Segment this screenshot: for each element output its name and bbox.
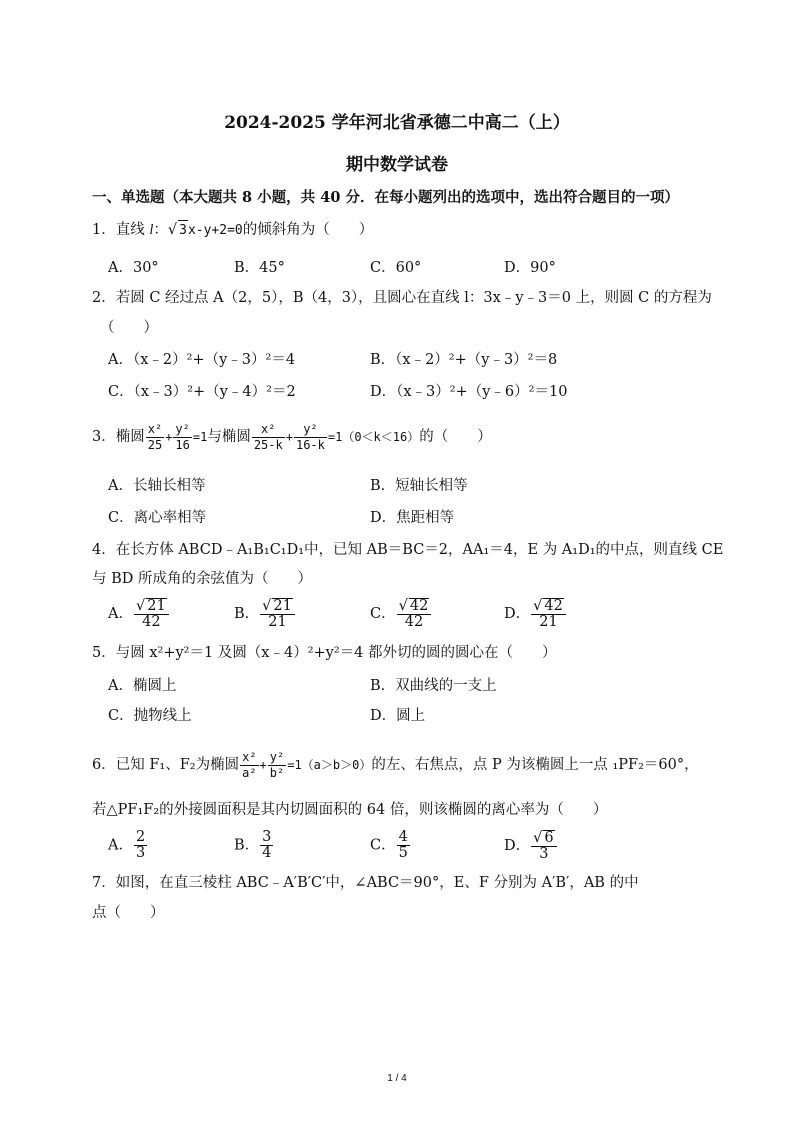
q3-option-b: B．短轴长相等 xyxy=(370,478,468,494)
q6-option-b: B． $\frac{3}{4}$ xyxy=(234,829,272,861)
question-6-line-1: 6．已知 F₁、F₂为椭圆 $\frac{\text{x²}}{\text{a²}}$ + $\frac{\text{y²}}{\text{b²}}$ =1（a＞b＞0）的左、右焦点，点 P 为该椭圆上一点 ₁PF₂＝60°， xyxy=(92,749,699,780)
question-1: 1．直线 l：√ 3x-y+2=0的倾斜角为（ ） xyxy=(92,220,373,241)
q5-option-b: B．双曲线的一支上 xyxy=(370,678,497,694)
q2-option-a: A．（x﹣2）²+（y﹣3）²＝4 xyxy=(108,352,296,368)
question-6-line-2: 若△PF₁F₂的外接圆面积是其内切圆面积的 64 倍，则该椭圆的离心率为（ ） xyxy=(92,802,608,818)
page-number: 1 / 4 xyxy=(387,1073,407,1084)
q4-option-d: D． $\frac{√ 42}{21}$ xyxy=(504,598,567,630)
q5-option-d: D．圆上 xyxy=(370,708,426,724)
question-4-line-2: 与 BD 所成角的余弦值为（ ） xyxy=(92,571,312,587)
q3-option-a: A．长轴长相等 xyxy=(108,478,206,494)
question-7-line-1: 7．如图，在直三棱柱 ABC﹣A′B′C′中，∠ABC＝90°，E、F 分别为 A′B′，AB 的中 xyxy=(92,875,639,891)
q1-option-a: A．30° xyxy=(108,260,159,276)
question-3: 3．椭圆 $\frac{\text{x²}}{25}$ + $\frac{\text{y²}}{16}$ =1与椭圆 $\frac{\text{x²}}{25-k}$ + $\frac{\text{y²}}{16-k}$ =1（0＜k＜16）的（ ） xyxy=(92,421,492,452)
q2-option-c: C．（x﹣3）²+（y﹣4）²＝2 xyxy=(108,384,296,400)
page-subtitle: 期中数学试卷 xyxy=(346,155,448,175)
q3-option-d: D．焦距相等 xyxy=(370,510,455,526)
q4-option-c: C． $\frac{√ 42}{42}$ xyxy=(370,598,432,630)
question-7-line-2: 点（ ） xyxy=(92,905,165,921)
page-title: 2024-2025 学年河北省承德二中高二（上） xyxy=(224,113,570,133)
q1-option-d: D．90° xyxy=(504,260,556,276)
question-2-line-2: （ ） xyxy=(100,320,158,336)
q1-option-c: C．60° xyxy=(370,260,422,276)
question-2-line-1: 2．若圆 C 经过点 A（2，5），B（4，3），且圆心在直线 l：3x﹣y﹣3＝0 上，则圆 C 的方程为 xyxy=(92,290,712,306)
q1-option-b: B．45° xyxy=(234,260,285,276)
q5-option-c: C．抛物线上 xyxy=(108,708,192,724)
q2-option-d: D．（x﹣3）²+（y﹣6）²＝10 xyxy=(370,384,568,400)
q3-option-c: C．离心率相等 xyxy=(108,510,207,526)
section-heading: 一、单选题（本大题共 8 小题，共 40 分．在每小题列出的选项中，选出符合题目的一项） xyxy=(92,189,679,206)
q4-option-a: A． $\frac{√ 21}{42}$ xyxy=(108,598,170,630)
q6-option-d: D． $\frac{√ 6}{3}$ xyxy=(504,830,558,862)
q6-option-a: A． $\frac{2}{3}$ xyxy=(108,829,146,861)
question-4-line-1: 4．在长方体 ABCD﹣A₁B₁C₁D₁中，已知 AB＝BC＝2，AA₁＝4，E 为 A₁D₁的中点，则直线 CE xyxy=(92,542,724,558)
q5-option-a: A．椭圆上 xyxy=(108,678,177,694)
q6-option-c: C． $\frac{4}{5}$ xyxy=(370,829,408,861)
q4-option-b: B． $\frac{√ 21}{21}$ xyxy=(234,598,296,630)
q2-option-b: B．（x﹣2）²+（y﹣3）²＝8 xyxy=(370,352,558,368)
question-5: 5．与圆 x²+y²＝1 及圆（x﹣4）²+y²＝4 都外切的圆的圆心在（ ） xyxy=(92,645,557,661)
